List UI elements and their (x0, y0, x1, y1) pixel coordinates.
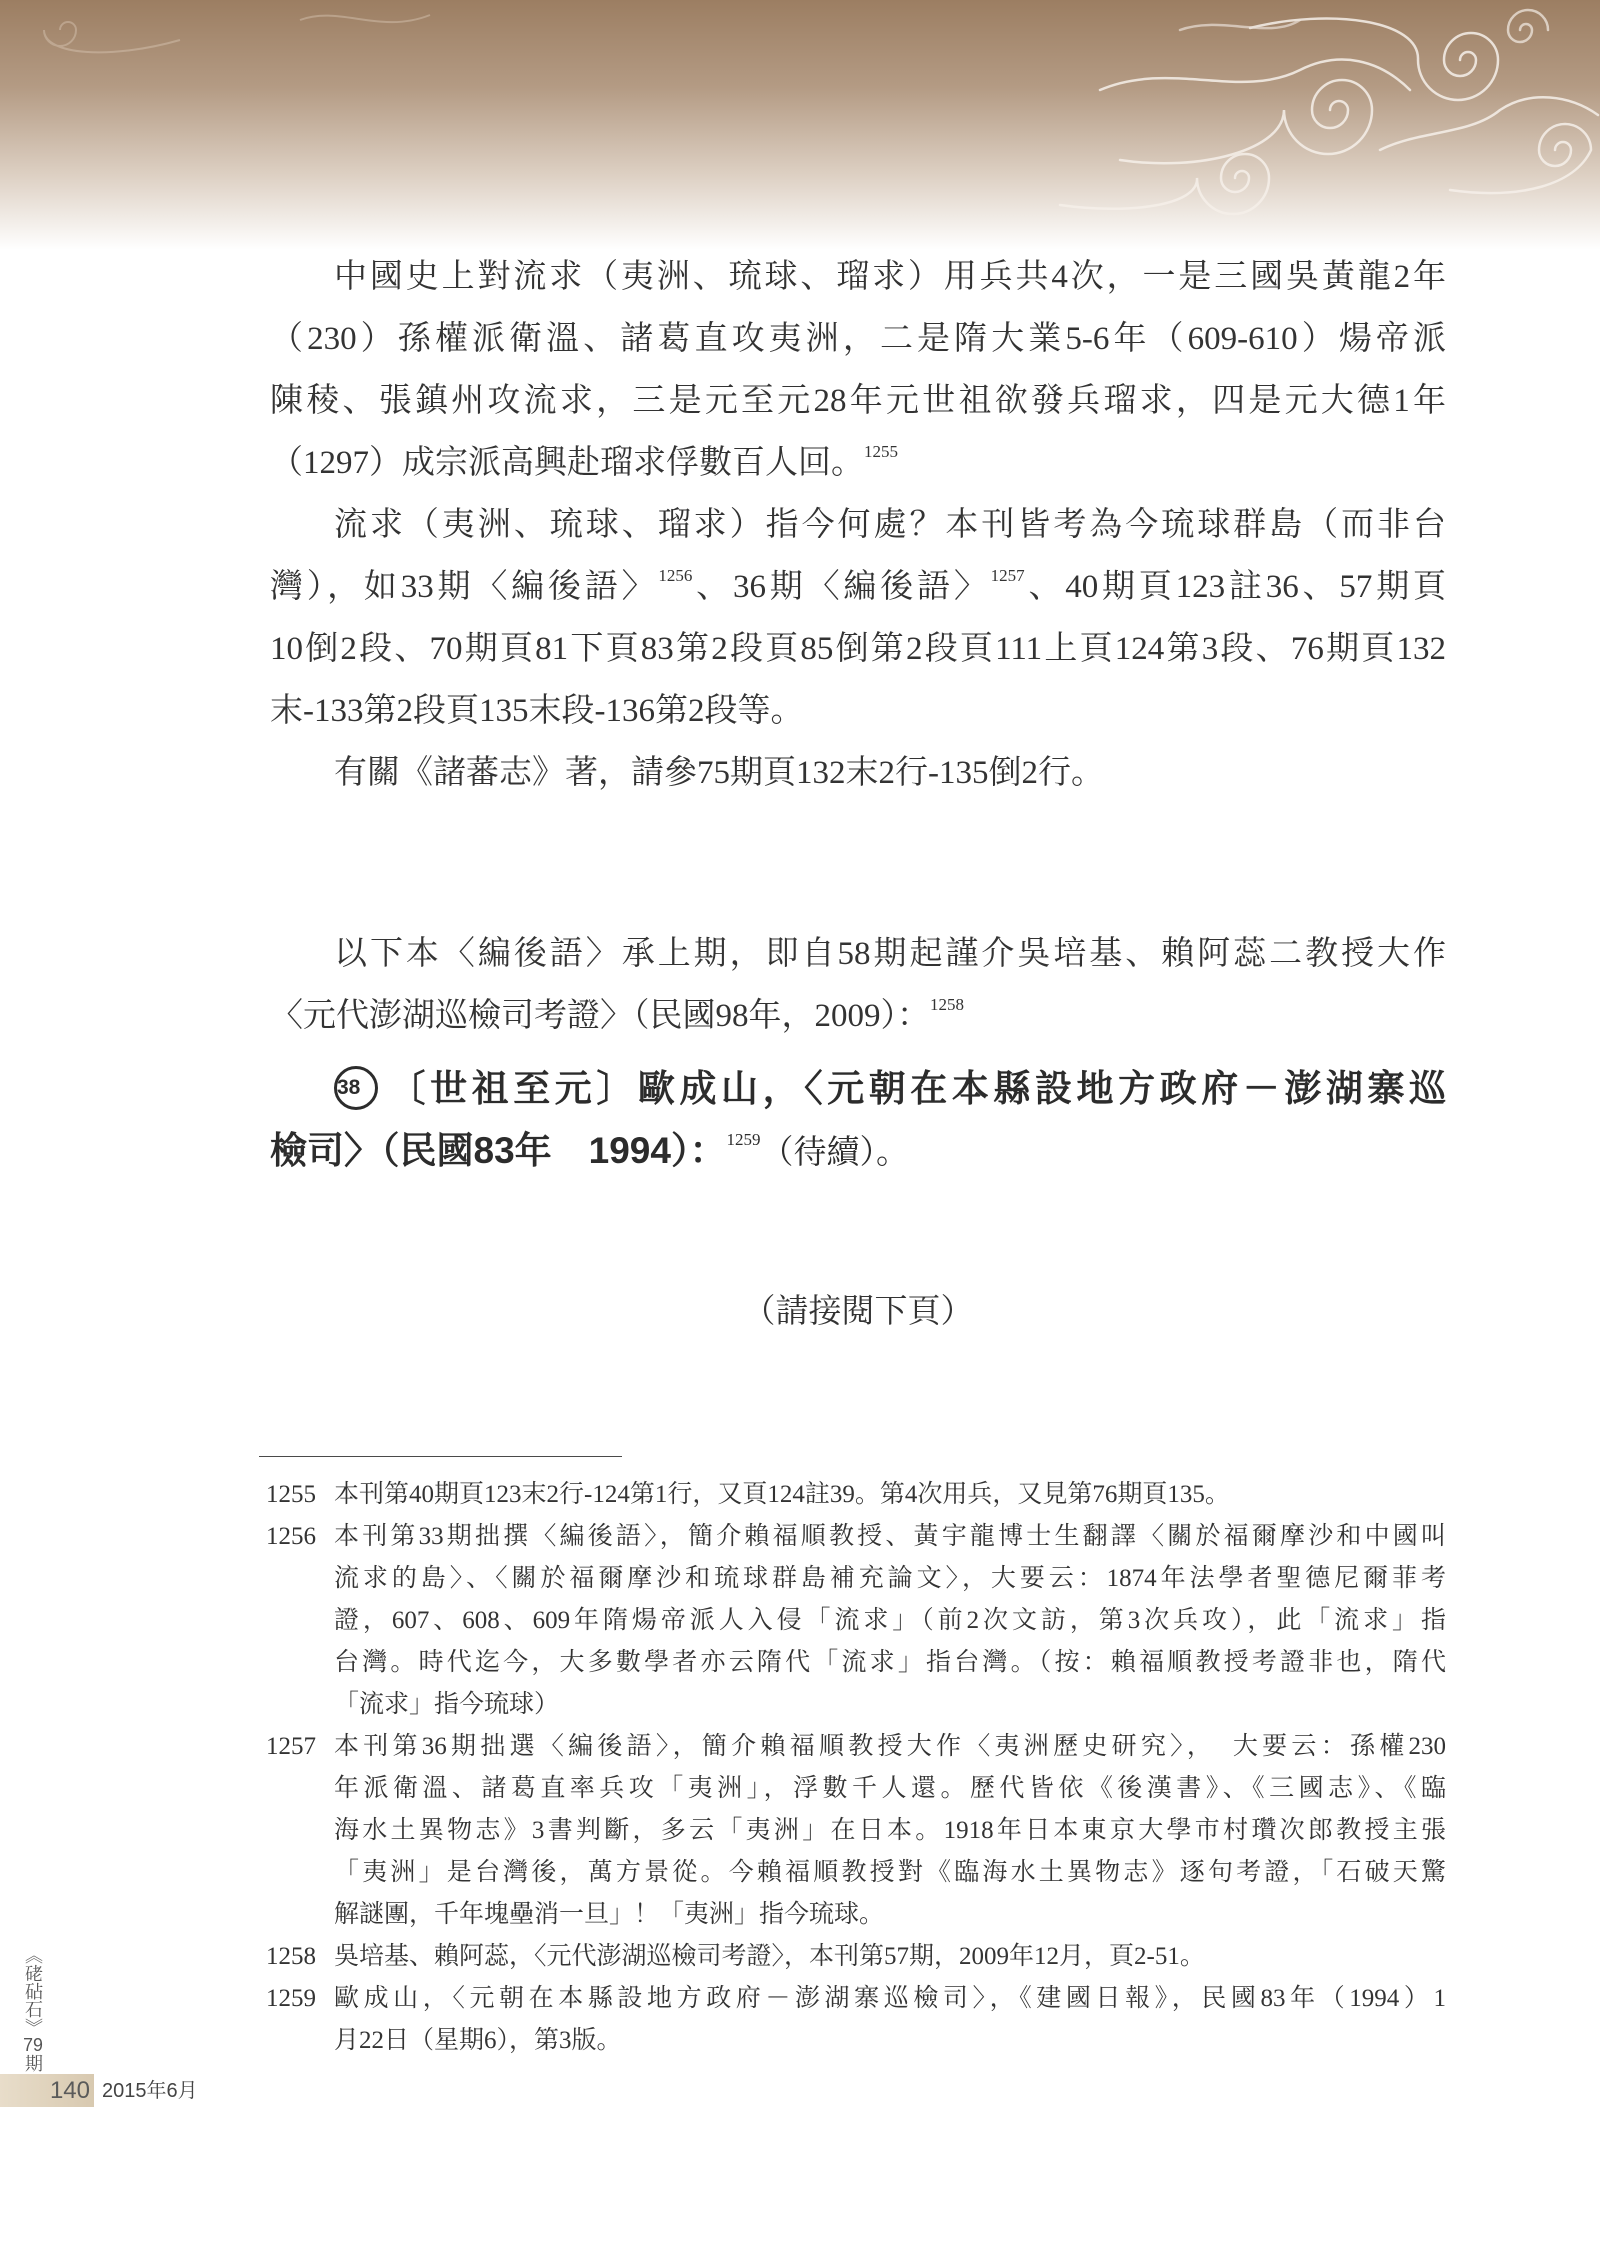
magazine-issue-label (22, 1946, 44, 2072)
main-text (270, 246, 1446, 804)
paragraph-line (270, 556, 1446, 618)
footnote-number: 1256 (266, 1523, 316, 1550)
footnote (266, 1978, 1446, 2062)
text: 流求（夷洲、琉球、瑠求）指今何處？本刊皆考為今琉球群島（而非台 (334, 507, 1446, 543)
text: 末-133第2段頁135末段-136第2段等。 (270, 693, 804, 729)
footnote-line: 年派衛溫、諸葛直率兵攻「夷洲」，浮數千人還。歷代皆依《後漢書》、《三國志》、《臨 (334, 1775, 1446, 1802)
footnote-line: 海水土異物志》3書判斷，多云「夷洲」在日本。1918年日本東京大學市村瓚次郎教授主張 (334, 1817, 1446, 1844)
text: 、36期〈編後語〉 (692, 569, 991, 605)
footnote-number: 1258 (266, 1943, 316, 1970)
heading-text: 檢司〉（民國83年 1994）： (270, 1130, 727, 1171)
footnote (266, 1474, 1446, 1516)
footnote-line: 證，607、608、609年隋煬帝派人入侵「流求」（前2次文訪，第3次兵攻），此「流求」指 (334, 1607, 1446, 1634)
magazine-title: 《硓砧石》 (23, 1946, 43, 2036)
heading-line (270, 1120, 1446, 1182)
footnote-line: 本刊第33期拙撰〈編後語〉，簡介賴福順教授、黃宇龍博士生翻譯〈關於福爾摩沙和中國叫 (334, 1523, 1446, 1550)
footnote-ref[interactable]: 1259 (726, 1130, 761, 1149)
footnote-text (334, 1726, 1446, 1936)
footnote-line: 「流求」指今琉球） (334, 1691, 560, 1718)
footnote-text (334, 1978, 1446, 2062)
text: 〈元代澎湖巡檢司考證〉（民國98年，2009）： (270, 998, 930, 1034)
paragraph-line (270, 618, 1446, 680)
footnote (266, 1516, 1446, 1726)
paragraph-line (270, 432, 1446, 494)
text: 灣），如33期〈編後語〉 (270, 569, 659, 605)
section-heading (270, 1058, 1446, 1182)
header-band (0, 0, 1600, 250)
footnote-line: 歐成山，〈元朝在本縣設地方政府－澎湖寨巡檢司〉，《建國日報》，民國83年（1994）1 (334, 1985, 1446, 2012)
circled-number: 38 (334, 1066, 378, 1110)
text: 陳稜、張鎮州攻流求，三是元至元28年元世祖欲發兵瑠求，四是元大德1年 (270, 383, 1446, 419)
issue-unit: 期 (23, 2054, 43, 2072)
intro-paragraph (270, 923, 1446, 1047)
paragraph-line (270, 680, 1446, 742)
paragraph-line (270, 494, 1446, 556)
footnote (266, 1726, 1446, 1936)
footnote-text (334, 1516, 1446, 1726)
footnote-line: 月22日（星期6），第3版。 (334, 2027, 622, 2054)
footnote-number: 1255 (266, 1481, 316, 1508)
footnote-text (334, 1936, 1446, 1978)
text: （230）孫權派衛溫、諸葛直攻夷洲，二是隋大業5-6年（609-610）煬帝派 (270, 321, 1446, 357)
paragraph-line (270, 923, 1446, 985)
footnote (266, 1936, 1446, 1978)
text: 中國史上對流求（夷洲、琉球、瑠求）用兵共4次，一是三國吳黃龍2年 (334, 259, 1446, 295)
text: （1297）成宗派高興赴瑠求俘數百人回。 (270, 445, 864, 481)
footnote-ref[interactable]: 1257 (990, 566, 1025, 585)
paragraph-line (270, 246, 1446, 308)
to-be-continued: （待續）。 (760, 1135, 909, 1171)
page-number: 140 (0, 2074, 94, 2107)
footnote-ref[interactable]: 1258 (930, 995, 964, 1014)
footnote-divider (259, 1456, 622, 1457)
footnote-number: 1257 (266, 1733, 316, 1760)
footnote-number: 1259 (266, 1985, 316, 2012)
paragraph-line (270, 985, 1446, 1047)
footnote-line: 流求的島〉、〈關於福爾摩沙和琉球群島補充論文〉，大要云：1874年法學者聖德尼爾菲考 (334, 1565, 1446, 1592)
paragraph-line (270, 742, 1446, 804)
footnote-ref[interactable]: 1256 (658, 566, 693, 585)
footnote-ref[interactable]: 1255 (864, 442, 898, 461)
footnotes (266, 1474, 1446, 2062)
footnote-line: 本刊第40期頁123末2行-124第1行，又頁124註39。第4次用兵，又見第76期頁135。 (334, 1481, 1230, 1508)
header-gradient (0, 0, 1600, 250)
text: 以下本〈編後語〉承上期，即自58期起謹介吳培基、賴阿蕊二教授大作 (334, 936, 1446, 972)
text: 10倒2段、70期頁81下頁83第2段頁85倒第2段頁111上頁124第3段、76期頁132 (270, 631, 1446, 667)
continue-note: （請接閱下頁） (742, 1294, 974, 1330)
footnote-line: 「夷洲」是台灣後，萬方景從。今賴福順教授對《臨海水土異物志》逐句考證，「石破天驚 (334, 1859, 1446, 1886)
footnote-line: 解謎團，千年塊壘消一旦」！「夷洲」指今琉球。 (334, 1901, 885, 1928)
text: 、40期頁123註36、57期頁 (1024, 569, 1447, 605)
heading-text: 〔世祖至元〕歐成山，〈元朝在本縣設地方政府－澎湖寨巡 (384, 1068, 1446, 1109)
issue-number: 79 (23, 2036, 43, 2054)
footnote-line: 本刊第36期拙選〈編後語〉，簡介賴福順教授大作〈夷洲歷史研究〉， 大要云：孫權230 (334, 1733, 1446, 1760)
paragraph-line (270, 308, 1446, 370)
heading-line (270, 1058, 1446, 1120)
paragraph-line (270, 370, 1446, 432)
footnote-text (334, 1474, 1446, 1516)
issue-date: 2015年6月 (102, 2080, 198, 2102)
footnote-line: 台灣。時代迄今，大多數學者亦云隋代「流求」指台灣。（按：賴福順教授考證非也，隋代 (334, 1649, 1446, 1676)
footnote-line: 吳培基、賴阿蕊，〈元代澎湖巡檢司考證〉，本刊第57期，2009年12月，頁2-51。 (334, 1943, 1205, 1970)
text: 有關《諸蕃志》著，請參75期頁132末2行-135倒2行。 (334, 755, 1104, 791)
